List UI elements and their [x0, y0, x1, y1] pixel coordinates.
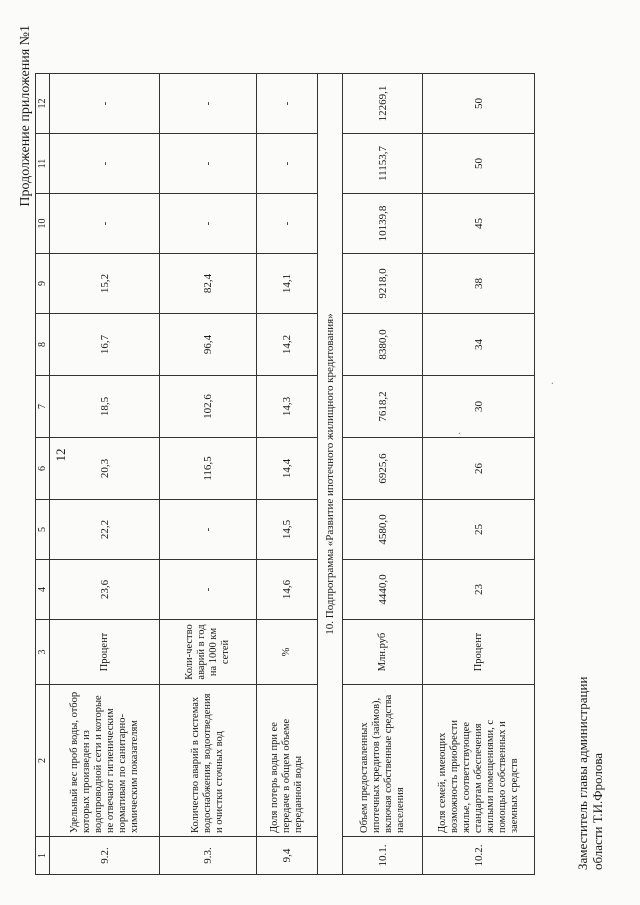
indicator-value: -: [160, 500, 257, 560]
indicator-unit: Коли-чество аварий в год на 1000 км сетей: [160, 620, 257, 685]
column-number: 5: [36, 500, 50, 560]
indicator-value: 14,1: [257, 254, 318, 314]
row-id: 10.1.: [343, 837, 423, 875]
indicator-value: 10139,8: [343, 194, 423, 254]
indicator-value: 16,7: [50, 314, 160, 376]
column-number: 2: [36, 685, 50, 837]
table-row: [50, 74, 160, 875]
signature-line: Заместитель главы администрации: [575, 676, 590, 870]
indicator-value: -: [50, 134, 160, 194]
indicator-value: 38: [423, 254, 535, 314]
indicator-value: 15,2: [50, 254, 160, 314]
table-row: [423, 74, 535, 875]
indicator-value: -: [160, 74, 257, 134]
signature-block: [575, 520, 605, 870]
indicator-unit: Процент: [50, 620, 160, 685]
column-number: 11: [36, 134, 50, 194]
indicator-value: 102,6: [160, 376, 257, 438]
indicator-value: 50: [423, 74, 535, 134]
continuation-title: Продолжение приложения №1: [18, 25, 33, 207]
column-number: 9: [36, 254, 50, 314]
indicator-name: Доля потерь воды при ее передаче в общем объеме переданной воды: [257, 685, 318, 837]
indicator-value: 116,5: [160, 438, 257, 500]
indicator-value: 14,4: [257, 438, 318, 500]
indicator-value: 34: [423, 314, 535, 376]
indicator-value: -: [257, 134, 318, 194]
signature-line: области Т.И.Фролова: [590, 752, 605, 870]
indicator-value: 25: [423, 500, 535, 560]
indicator-name: Объем предоставленных ипотечных кредитов (займов), включая собственные средства населения: [343, 685, 423, 837]
indicator-value: 45: [423, 194, 535, 254]
column-number: 8: [36, 314, 50, 376]
indicator-value: 11153,7: [343, 134, 423, 194]
indicator-value: 14,3: [257, 376, 318, 438]
row-id: 9,4: [257, 837, 318, 875]
indicator-value: -: [50, 194, 160, 254]
indicator-value: 26: [423, 438, 535, 500]
indicator-value: 6925,6: [343, 438, 423, 500]
row-id: 9.2.: [50, 837, 160, 875]
scan-speck: ·: [548, 381, 559, 385]
indicator-value: -: [257, 74, 318, 134]
section-title: 10. Подпрограмма «Развитие ипотечного жилищного кредитования»: [318, 74, 343, 875]
indicator-value: 82,4: [160, 254, 257, 314]
column-number: 1: [36, 837, 50, 875]
indicator-value: 8380,0: [343, 314, 423, 376]
indicator-value: 23: [423, 560, 535, 620]
scan-speck: ·: [455, 431, 466, 435]
indicator-name: Удельный вес проб воды, отбор которых произведен из водопроводной сети и которые не отвечают гигиеническим нормативам по санитарно-химическим показателям: [50, 685, 160, 837]
table-row: [257, 74, 318, 875]
indicator-name: Доля семей, имеющих возможность приобрести жилье, соответствующее стандартам обеспечения жилыми помещениями, с помощью собственных и заемных средств: [423, 685, 535, 837]
table-row: [343, 74, 423, 875]
indicator-value: 4440,0: [343, 560, 423, 620]
indicator-value: 22,2: [50, 500, 160, 560]
column-number: 7: [36, 376, 50, 438]
column-number: 4: [36, 560, 50, 620]
column-number: 12: [36, 74, 50, 134]
indicator-value: 14,5: [257, 500, 318, 560]
indicator-value: -: [257, 194, 318, 254]
section-row: [318, 74, 343, 875]
indicator-value: 7618,2: [343, 376, 423, 438]
indicator-value: 18,5: [50, 376, 160, 438]
indicator-unit: Млн.руб: [343, 620, 423, 685]
table-row: [160, 74, 257, 875]
indicator-value: 30: [423, 376, 535, 438]
indicator-value: -: [160, 560, 257, 620]
indicator-value: -: [160, 194, 257, 254]
indicator-value: -: [160, 134, 257, 194]
page-number: 12: [53, 448, 68, 462]
indicator-value: 9218,0: [343, 254, 423, 314]
indicator-value: 14,2: [257, 314, 318, 376]
indicator-value: 96,4: [160, 314, 257, 376]
indicator-value: 20,3: [50, 438, 160, 500]
indicator-unit: %: [257, 620, 318, 685]
indicator-value: 23,6: [50, 560, 160, 620]
indicator-unit: Процент: [423, 620, 535, 685]
indicator-name: Количество аварий в системах водоснабжения, водоотведения и очистки сточных вод: [160, 685, 257, 837]
column-number-row: [36, 74, 50, 875]
indicator-value: -: [50, 74, 160, 134]
column-number: 10: [36, 194, 50, 254]
row-id: 10.2.: [423, 837, 535, 875]
indicators-table: [35, 73, 535, 875]
indicator-value: 50: [423, 134, 535, 194]
row-id: 9.3.: [160, 837, 257, 875]
indicator-value: 12269,1: [343, 74, 423, 134]
column-number: 3: [36, 620, 50, 685]
indicator-value: 14,6: [257, 560, 318, 620]
column-number: 6: [36, 438, 50, 500]
indicator-value: 4580,0: [343, 500, 423, 560]
